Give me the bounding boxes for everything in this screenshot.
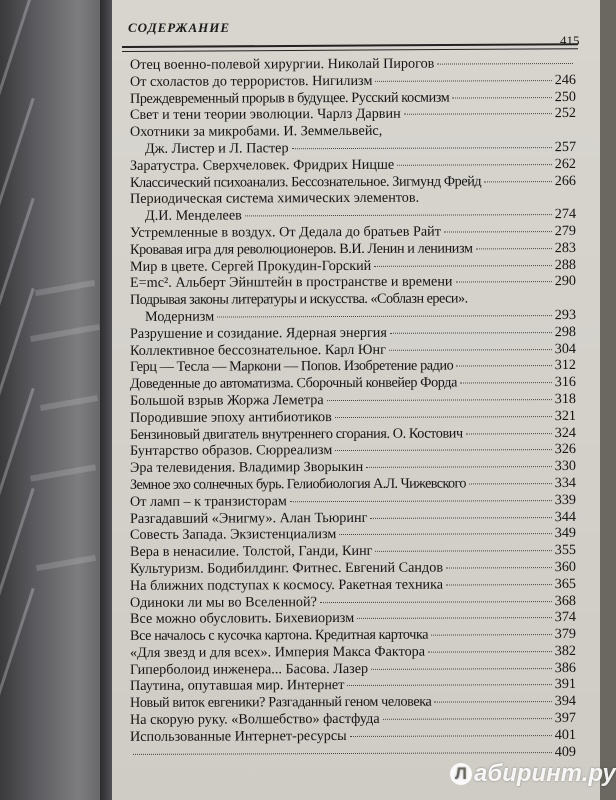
toc-entry-title: Новый виток евгеники? Разгаданный геном человека <box>129 693 432 712</box>
toc-entry[interactable] <box>112 542 576 561</box>
toc-dot-leader <box>428 651 552 653</box>
toc-dot-leader <box>383 718 552 720</box>
toc-entry-title: Устремленные в воздух. От Дедала до братьев Райт <box>129 223 441 241</box>
toc-entry-title: Доведенные до автоматизма. Сборочный конвейер Форда <box>129 374 458 393</box>
toc-entry-page: 397 <box>554 710 577 727</box>
toc-dot-leader <box>404 113 552 115</box>
toc-dot-leader <box>444 231 552 232</box>
toc-entry-title: Подрывая законы литературы и искусства. «Соблазн ереси». <box>129 290 468 309</box>
toc-entry-page: 298 <box>554 323 577 340</box>
blurred-text-line <box>0 198 35 332</box>
toc-dot-leader <box>350 735 552 737</box>
toc-entry[interactable] <box>112 576 576 595</box>
facing-page-left <box>0 0 112 800</box>
blurred-text-line <box>35 280 95 296</box>
toc-entry-title: E=mc². Альберт Эйнштейн в пространстве и времени <box>129 273 453 292</box>
blurred-text-line <box>0 588 35 722</box>
toc-entry-page: 283 <box>554 239 577 256</box>
toc-entry-page: 386 <box>554 659 577 676</box>
toc-entry-title-continued: Дж. Листер и Л. Пастер <box>145 140 289 157</box>
toc-dot-leader <box>217 315 552 317</box>
toc-entry-title: Использованные Интернет-ресурсы <box>129 727 347 745</box>
toc-entry-title: Преждевременный прорыв в будущее. Русский космизм <box>129 89 450 107</box>
toc-entry-page: 279 <box>554 222 577 240</box>
toc-entry[interactable] <box>112 391 576 410</box>
toc-entry-title-continued: Модернизм <box>145 308 215 325</box>
toc-dot-leader <box>434 701 551 703</box>
toc-entry-page: 293 <box>554 306 577 324</box>
toc-dot-leader <box>469 483 552 484</box>
labirint-watermark <box>450 760 616 788</box>
toc-dot-leader <box>397 164 552 166</box>
toc-entry-title: Охотники за микробами. И. Земмельвейс, <box>129 123 383 141</box>
toc-dot-leader <box>374 265 551 267</box>
toc-entry-title: Заратустра. Сверхчеловек. Фридрих Ницше <box>129 156 395 174</box>
toc-dot-leader <box>347 685 551 687</box>
toc-entry-page: 290 <box>554 273 577 290</box>
toc-entry-title: Большой взрыв Жоржа Леметра <box>129 392 324 409</box>
toc-dot-leader <box>370 517 551 519</box>
toc-entry-title: Бензиновый двигатель внутреннего сгорания. О. Костович <box>129 425 463 443</box>
toc-entry-page: 334 <box>554 474 577 492</box>
toc-dot-leader <box>431 634 552 636</box>
toc-entry-title: «Для звезд и для всех». Империя Макса Фактора <box>129 643 426 661</box>
toc-entry-title: От ламп – к транзисторам <box>129 492 287 510</box>
toc-entry-page: 252 <box>554 105 577 122</box>
toc-entry[interactable] <box>112 492 576 511</box>
toc-entry[interactable] <box>112 727 576 746</box>
toc-entry-title: Свет и тени теории эволюции. Чарлз Дарвин <box>129 106 401 124</box>
toc-entry-page: 318 <box>554 390 577 408</box>
toc-entry-page: 288 <box>554 256 577 273</box>
header-rule <box>122 43 578 52</box>
toc-dot-leader <box>375 550 551 552</box>
toc-dot-leader <box>292 147 552 149</box>
toc-entry-page: 394 <box>554 693 577 710</box>
toc-entry-title: Отец военно-полевой хирургии. Николай Пирогов <box>129 55 435 73</box>
table-of-contents <box>112 56 600 761</box>
toc-entry-title: Периодическая система химических элементов. <box>129 190 420 208</box>
toc-dot-leader <box>446 584 552 585</box>
toc-entry-page: 409 <box>554 743 577 760</box>
toc-entry-title-continued: Д.И. Менделеев <box>145 207 242 225</box>
toc-dot-leader <box>327 399 552 401</box>
toc-page <box>112 0 600 800</box>
toc-entry-title: Все можно обусловить. Бихевиоризм <box>129 610 355 628</box>
toc-entry-title: Одиноки ли мы во Вселенной? <box>129 593 317 611</box>
blurred-text-line <box>36 555 96 571</box>
toc-entry[interactable] <box>112 240 576 259</box>
toc-entry-title: На скорую руку. «Волшебство» фастфуда <box>129 710 380 729</box>
toc-entry-page: 382 <box>554 642 577 659</box>
toc-entry-page: 379 <box>554 626 577 643</box>
toc-dot-leader <box>375 80 551 82</box>
toc-dot-leader <box>335 416 552 418</box>
toc-entry-page: 316 <box>554 374 577 391</box>
toc-entry-page: 391 <box>554 676 577 693</box>
toc-entry[interactable] <box>112 559 576 578</box>
toc-dot-leader <box>366 466 552 468</box>
blurred-text-line <box>30 464 96 481</box>
toc-entry[interactable] <box>112 122 576 158</box>
toc-entry-page: 365 <box>554 575 577 592</box>
toc-entry-page: 274 <box>554 206 577 223</box>
toc-entry-page: 246 <box>554 71 577 88</box>
toc-entry-title: Мир в цвете. Сергей Прокудин-Горский <box>129 257 372 275</box>
toc-dot-leader <box>476 248 552 249</box>
labirint-logo-icon: Л <box>450 763 472 785</box>
toc-dot-leader <box>452 97 551 98</box>
toc-entry-page: 326 <box>554 441 577 458</box>
toc-entry-title: Породившие эпоху антибиотиков <box>129 408 332 426</box>
toc-entry-title: Разрушение и созидание. Ядерная энергия <box>129 324 387 342</box>
toc-dot-leader <box>320 601 552 603</box>
toc-dot-leader <box>245 214 552 216</box>
toc-entry-page: 250 <box>554 88 577 105</box>
toc-entry-title: Все началось с кусочка картона. Кредитная карточка <box>129 626 429 645</box>
toc-entry-page: 374 <box>554 609 577 626</box>
toc-dot-leader <box>460 382 552 383</box>
toc-dot-leader <box>390 332 552 334</box>
toc-entry[interactable] <box>112 475 576 494</box>
toc-entry-page: 401 <box>554 726 577 743</box>
toc-entry[interactable] <box>112 55 576 74</box>
toc-entry-page: 355 <box>554 542 577 559</box>
toc-entry-page: 257 <box>554 138 577 156</box>
toc-entry-title: Вера в ненасилие. Толстой, Ганди, Кинг <box>129 542 373 561</box>
toc-entry-title: Культуризм. Бодибилдинг. Фитнес. Евгений Сандов <box>129 559 444 577</box>
toc-entry-page: 321 <box>554 407 577 424</box>
toc-entry[interactable] <box>112 643 576 662</box>
toc-entry[interactable] <box>112 374 576 393</box>
toc-entry-title: Кровавая игра для революционеров. В.И. Ленин и ленинизм <box>129 240 473 258</box>
toc-entry-page: 312 <box>554 357 577 374</box>
toc-entry[interactable] <box>112 458 576 477</box>
toc-entry-title: На ближних подступах к космосу. Ракетная техника <box>129 576 444 594</box>
toc-entry[interactable] <box>112 324 576 343</box>
page-header-title: СОДЕРЖАНИЕ <box>128 20 231 35</box>
toc-entry-page: 324 <box>554 424 577 441</box>
toc-dot-leader <box>456 365 551 366</box>
toc-dot-leader <box>357 617 552 619</box>
blurred-text-line <box>30 324 100 342</box>
toc-dot-leader <box>335 449 551 451</box>
toc-entry-title: Классический психоанализ. Бессознательное. Зигмунд Фрейд <box>129 172 482 191</box>
toc-entry-page: 304 <box>554 340 577 357</box>
toc-dot-leader <box>437 63 573 65</box>
toc-entry-title: Эра телевидения. Владимир Зворыкин <box>129 459 364 477</box>
toc-entry[interactable] <box>112 609 576 628</box>
toc-entry[interactable] <box>112 156 576 175</box>
toc-dot-leader <box>371 668 552 670</box>
toc-dot-leader <box>133 752 552 755</box>
toc-entry-title: Коллективное бессознательное. Карл Юнг <box>129 341 386 359</box>
toc-entry[interactable] <box>112 710 576 729</box>
toc-dot-leader <box>339 533 551 535</box>
toc-entry-title: Герц — Тесла — Маркони — Попов. Изобретение радио <box>129 357 454 376</box>
toc-dot-leader <box>484 181 551 182</box>
toc-entry-title: Разгадавший «Энигму». Алан Тьюринг <box>129 509 368 527</box>
toc-entry-page: 344 <box>554 508 577 525</box>
toc-entry-title: Гиперболоид инженера... Басова. Лазер <box>129 660 369 678</box>
toc-entry-page: 330 <box>554 458 577 475</box>
toc-entry-title: Бунтарство образов. Сюрреализм <box>129 442 333 460</box>
toc-entry[interactable] <box>112 693 576 712</box>
toc-entry-title: Паутина, опутавшая мир. Интернет <box>129 677 345 695</box>
toc-entry-page: 360 <box>554 558 577 575</box>
blurred-text-line <box>40 395 98 411</box>
toc-entry-page: 266 <box>554 172 577 189</box>
toc-entry-title: Совесть Запада. Экзистенциализм <box>129 526 337 544</box>
toc-dot-leader <box>290 500 552 502</box>
toc-entry-page: 349 <box>554 525 577 542</box>
toc-dot-leader <box>466 433 552 434</box>
toc-entry[interactable] <box>112 189 576 225</box>
toc-entry-title: Земное эхо солнечных бурь. Гелиобиология А.Л. Чижевского <box>129 475 466 493</box>
toc-entry[interactable] <box>112 223 576 242</box>
toc-entry-page: 339 <box>554 491 577 508</box>
toc-dot-leader <box>446 567 552 568</box>
toc-entry[interactable] <box>112 72 576 91</box>
watermark-text: абиринт.ру <box>474 760 616 787</box>
page-number: 415 <box>560 33 580 48</box>
toc-dot-leader <box>456 281 552 282</box>
toc-entry-title: От схоластов до террористов. Нигилизм <box>129 72 373 90</box>
toc-entry-page: 262 <box>554 155 577 172</box>
toc-dot-leader <box>389 349 552 351</box>
toc-entry-page: 368 <box>554 592 577 609</box>
toc-entry[interactable] <box>112 290 576 326</box>
toc-entry[interactable] <box>112 626 576 645</box>
toc-entry[interactable] <box>112 408 576 427</box>
